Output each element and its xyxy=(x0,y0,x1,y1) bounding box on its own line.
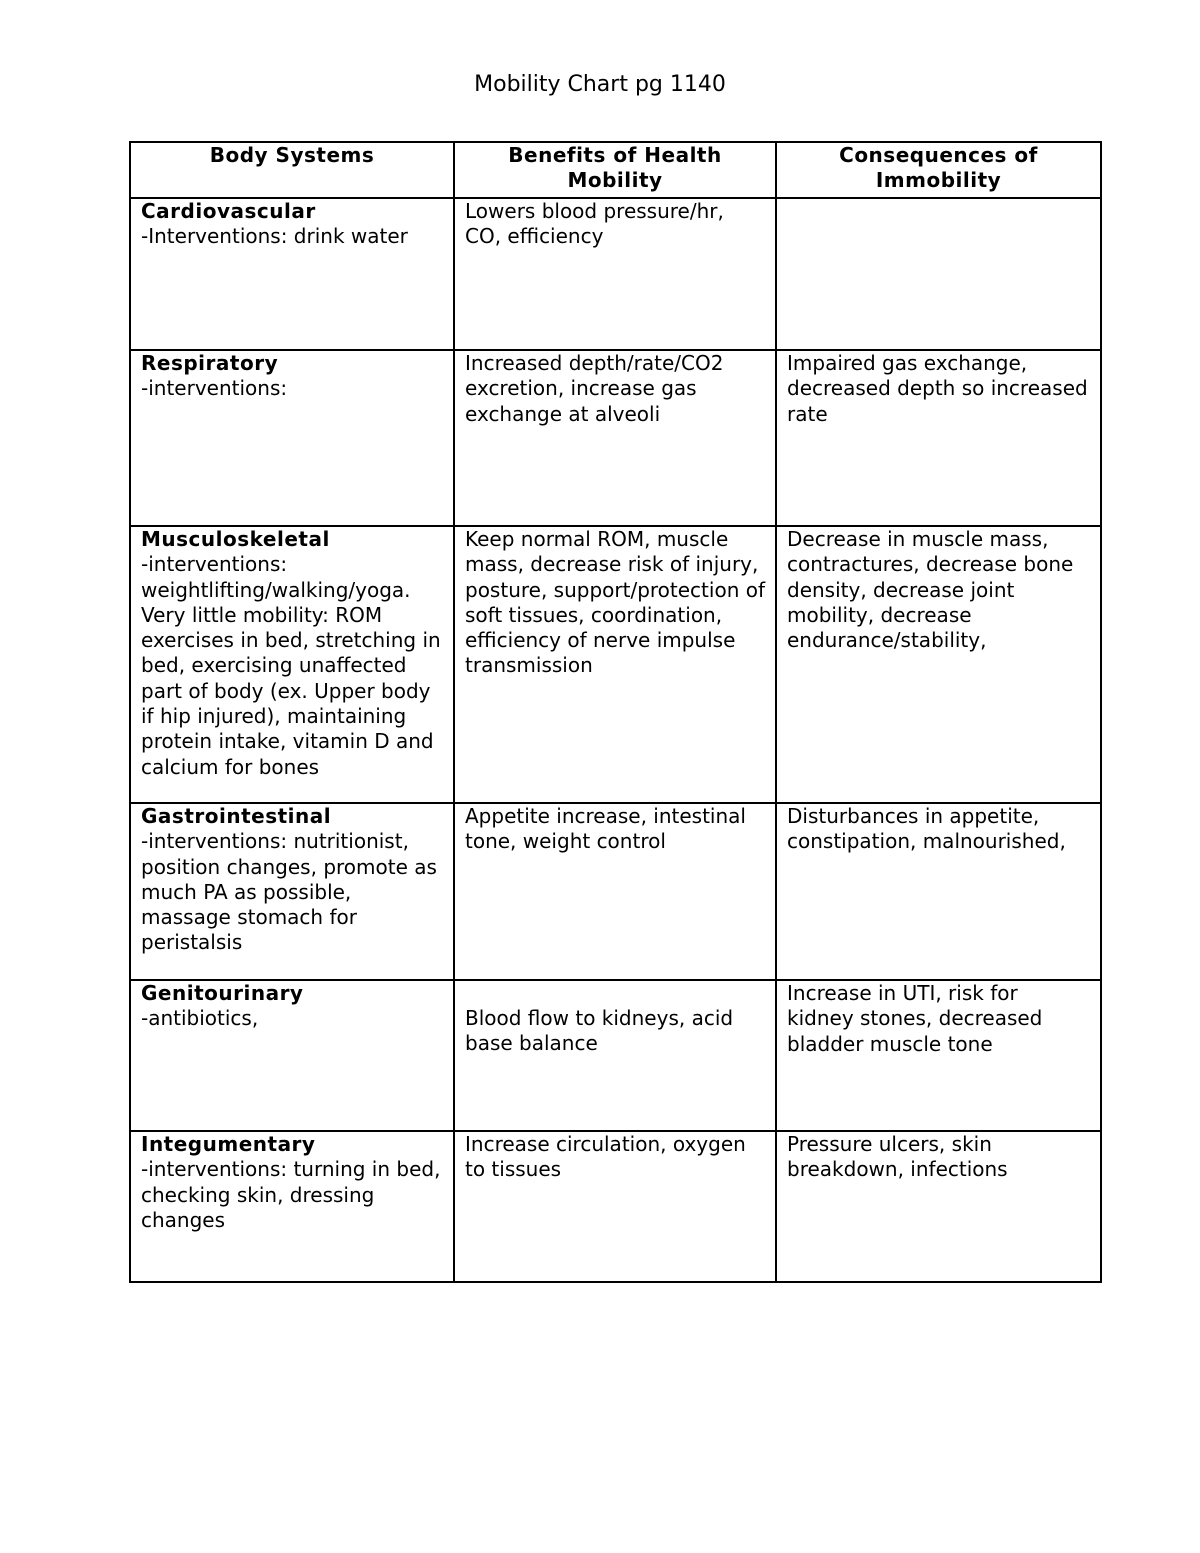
consequences-text: Impaired gas exchange, decreased depth so increased rate xyxy=(787,351,1088,426)
column-header-body-systems: Body Systems xyxy=(130,142,454,198)
system-interventions: -Interventions: drink water xyxy=(141,224,408,249)
system-interventions: -antibiotics, xyxy=(141,1006,259,1031)
table-row xyxy=(130,350,1101,526)
consequences-text: Pressure ulcers, skin breakdown, infections xyxy=(787,1132,1008,1182)
column-header-consequences: Consequences of Immobility xyxy=(776,142,1101,198)
consequences-text: Disturbances in appetite, constipation, malnourished, xyxy=(787,804,1066,854)
body-system-cell xyxy=(130,198,454,350)
consequences-text: Decrease in muscle mass, contractures, decrease bone density, decrease joint mobility, decrease endurance/stability, xyxy=(787,527,1074,653)
benefits-text: Appetite increase, intestinal tone, weight control xyxy=(465,804,746,854)
consequences-cell xyxy=(776,980,1101,1131)
consequences-cell xyxy=(776,803,1101,980)
consequences-cell xyxy=(776,350,1101,526)
benefits-text: Lowers blood pressure/hr, CO, efficiency xyxy=(465,199,724,249)
table-row xyxy=(130,980,1101,1131)
system-interventions: -interventions: weightlifting/walking/yoga. Very little mobility: ROM exercises in bed, stretching in bed, exercising unaffected part of body (ex. Upper body if hip injured), maintaining protein intake, vitamin D and calcium for bones xyxy=(141,552,441,779)
benefits-cell xyxy=(454,1131,776,1282)
table-row xyxy=(130,803,1101,980)
body-system-cell xyxy=(130,350,454,526)
system-name: Integumentary xyxy=(141,1132,316,1156)
benefits-cell xyxy=(454,980,776,1131)
mobility-chart-table xyxy=(129,141,1102,1283)
benefits-text: Increase circulation, oxygen to tissues xyxy=(465,1132,746,1182)
consequences-cell xyxy=(776,526,1101,803)
system-name: Cardiovascular xyxy=(141,199,316,223)
body-system-cell xyxy=(130,980,454,1131)
system-name: Gastrointestinal xyxy=(141,804,332,828)
body-system-cell xyxy=(130,1131,454,1282)
system-interventions: -interventions: xyxy=(141,376,288,401)
system-name: Genitourinary xyxy=(141,981,304,1005)
table-row xyxy=(130,198,1101,350)
benefits-cell xyxy=(454,803,776,980)
benefits-cell xyxy=(454,198,776,350)
body-system-cell xyxy=(130,803,454,980)
benefits-text: Increased depth/rate/CO2 excretion, increase gas exchange at alveoli xyxy=(465,351,724,426)
consequences-cell xyxy=(776,1131,1101,1282)
benefits-cell xyxy=(454,350,776,526)
table-row xyxy=(130,526,1101,803)
benefits-text: Keep normal ROM, muscle mass, decrease risk of injury, posture, support/protection of soft tissues, coordination, efficiency of nerve impulse transmission xyxy=(465,527,765,678)
system-name: Respiratory xyxy=(141,351,279,375)
benefits-cell xyxy=(454,526,776,803)
system-interventions: -interventions: nutritionist, position changes, promote as much PA as possible, massage stomach for peristalsis xyxy=(141,829,437,955)
benefits-text: Blood flow to kidneys, acid base balance xyxy=(465,1006,734,1056)
table-header-row xyxy=(130,142,1101,198)
system-name: Musculoskeletal xyxy=(141,527,330,551)
column-header-benefits: Benefits of Health Mobility xyxy=(454,142,776,198)
table-row xyxy=(130,1131,1101,1282)
body-system-cell xyxy=(130,526,454,803)
system-interventions: -interventions: turning in bed, checking skin, dressing changes xyxy=(141,1157,441,1232)
consequences-text: Increase in UTI, risk for kidney stones, decreased bladder muscle tone xyxy=(787,981,1043,1056)
document-title: Mobility Chart pg 1140 xyxy=(474,72,726,97)
consequences-cell xyxy=(776,198,1101,350)
